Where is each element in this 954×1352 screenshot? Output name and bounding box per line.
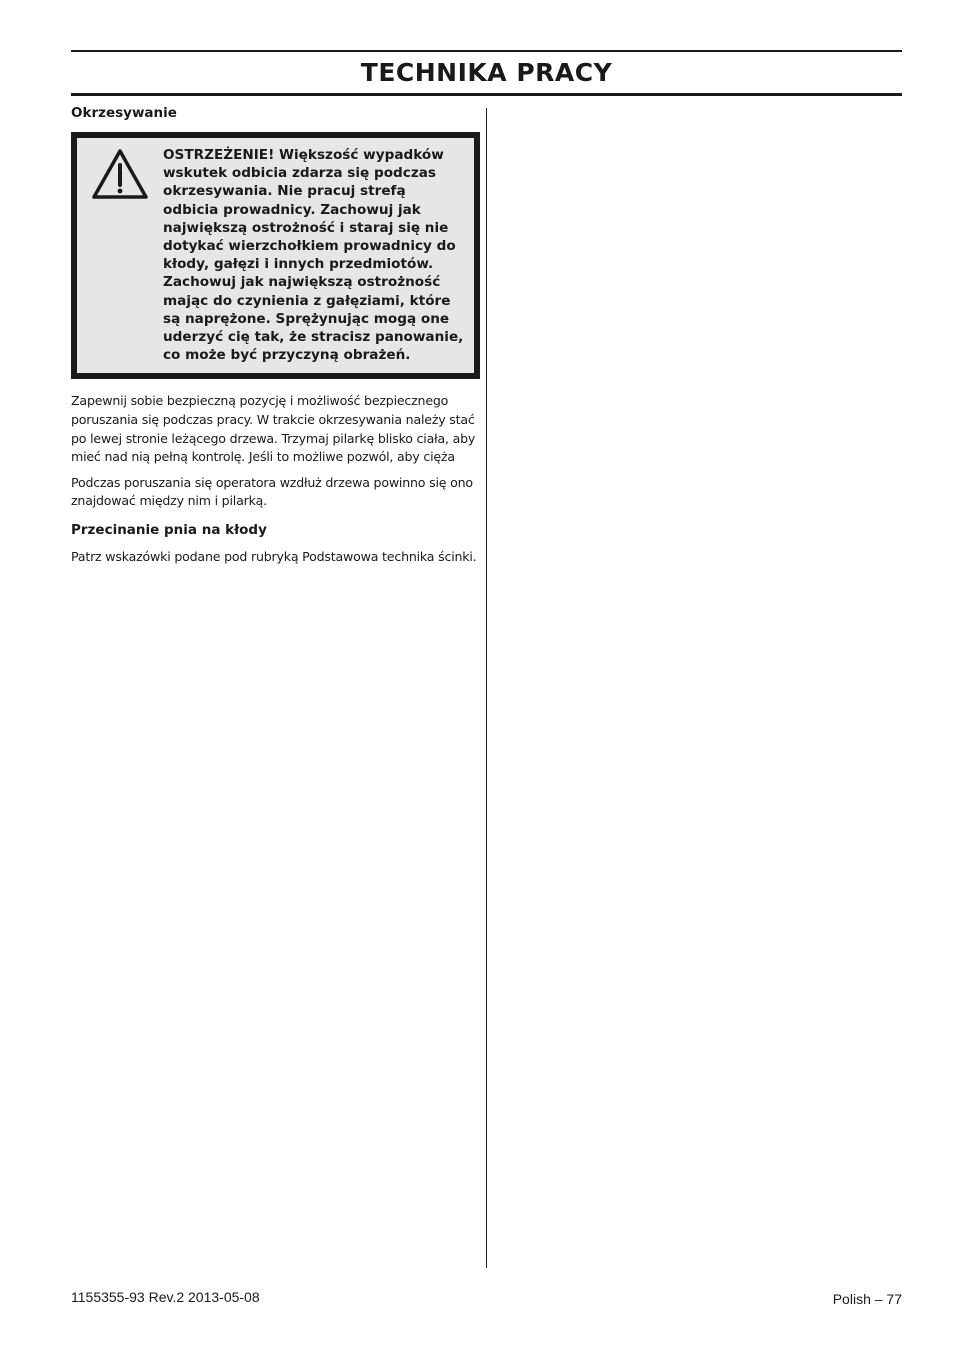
header-rule-top bbox=[71, 50, 902, 52]
subheading-crosscutting: Przecinanie pnia na kłody bbox=[71, 522, 267, 538]
header-rule-bottom bbox=[71, 93, 902, 96]
warning-text: OSTRZEŻENIE! Większość wypadków wskutek odbicia zdarza się podczas okrzesywania. Nie pracuj strefą odbicia prowadnicy. Zachowuj jak największą ostrożność i staraj się nie dotykać wierzchołkiem prowadnicy do kłody, gałęzi i innych przedmiotów. Zachowuj jak największą ostrożność mając do czynienia z gałęziami, które są naprężone. Sprężynując mogą one uderzyć cię tak, że stracisz panowanie, co może być przyczyną obrażeń. bbox=[163, 147, 464, 364]
column-divider bbox=[486, 108, 487, 1268]
page-title: TECHNIKA PRACY bbox=[360, 58, 613, 87]
left-column bbox=[71, 104, 480, 567]
footer-page-label: Polish – 77 bbox=[832, 1291, 902, 1307]
paragraph-see-felling: Patrz wskazówki podane pod rubryką Podstawowa technika ścinki. bbox=[71, 549, 477, 564]
warning-triangle-icon bbox=[77, 146, 163, 364]
paragraph-tree-between: Podczas poruszania się operatora wzdłuż drzewa powinno się ono znajdować między nim i pilarką. bbox=[71, 474, 473, 509]
section-heading-okrzesywanie: Okrzesywanie bbox=[71, 105, 177, 121]
footer-doc-number: 1155355-93 Rev.2 2013-05-08 bbox=[71, 1289, 260, 1305]
paragraph-safe-position: Zapewnij sobie bezpieczną pozycję i możliwość bezpiecznego poruszania się podczas pracy. W trakcie okrzesywania należy stać po lewej stronie leżącego drzewa. Trzymaj pilarkę blisko ciała, aby mieć nad nią pełną kontrolę. Jeśli to możliwe pozwól, aby cięża bbox=[71, 393, 476, 465]
warning-box bbox=[71, 132, 480, 379]
